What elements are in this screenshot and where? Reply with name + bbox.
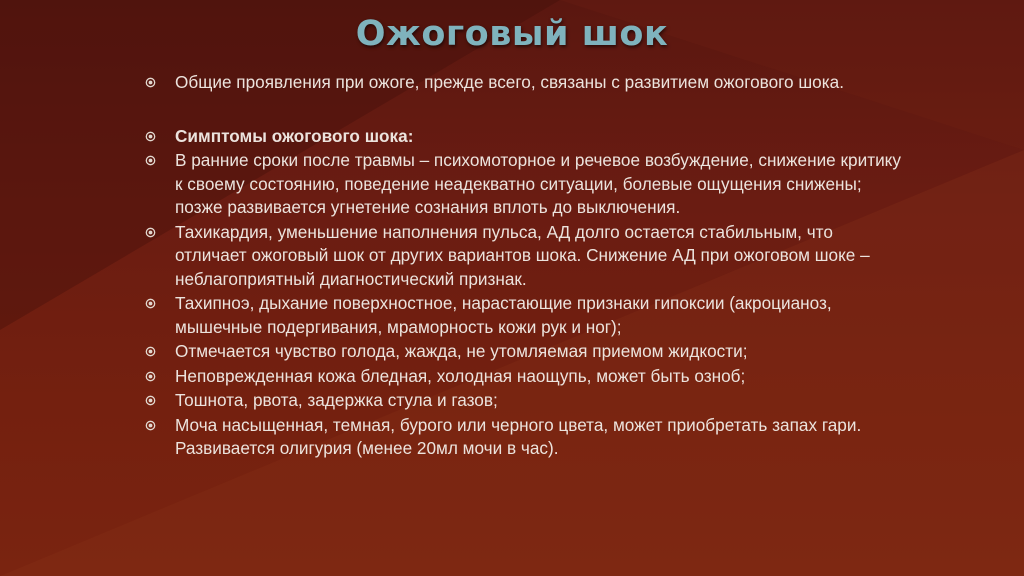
list-item-text: Общие проявления при ожоге, прежде всего, связаны с развитием ожогового шока. <box>175 72 844 92</box>
list-item-heading <box>145 125 905 149</box>
list-item <box>145 71 905 95</box>
concentric-circle-bullet-icon <box>145 346 156 357</box>
list-item-text: Отмечается чувство голода, жажда, не утомляемая приемом жидкости; <box>175 341 748 361</box>
list-item <box>145 340 905 364</box>
list-item-text: Моча насыщенная, темная, бурого или черного цвета, может приобретать запах гари. Развивается олигурия (менее 20мл мочи в час). <box>175 414 862 458</box>
concentric-circle-bullet-icon <box>145 371 156 382</box>
list-item <box>145 365 905 389</box>
list-item-text: Неповрежденная кожа бледная, холодная наощупь, может быть озноб; <box>175 365 746 386</box>
concentric-circle-bullet-icon <box>145 298 156 309</box>
list-item <box>145 389 905 413</box>
list-item-text: Тахикардия, уменьшение наполнения пульса, АД долго остается стабильным, что отличает ожоговый шок от других вариантов шока. Снижение АД при ожоговом шоке – неблагоприятный диагностический признак. <box>175 221 870 289</box>
concentric-circle-bullet-icon <box>145 420 156 431</box>
slide-title: Ожоговый шок <box>355 14 669 54</box>
concentric-circle-bullet-icon <box>145 77 156 88</box>
list-item-text: В ранние сроки после травмы – психомоторное и речевое возбуждение, снижение критику к своему состоянию, поведение неадекватно ситуации, болевые ощущения снижены; позже развивается угнетение сознания вплоть до выключения. <box>175 150 901 217</box>
concentric-circle-bullet-icon <box>145 395 156 406</box>
list-item <box>145 221 905 292</box>
bullet-list <box>145 71 905 462</box>
concentric-circle-bullet-icon <box>145 155 156 166</box>
list-item-text: Тошнота, рвота, задержка стула и газов; <box>175 390 498 410</box>
concentric-circle-bullet-icon <box>145 131 156 142</box>
list-item <box>145 149 905 220</box>
list-item <box>145 292 905 339</box>
list-item-text: Тахипноэ, дыхание поверхностное, нарастающие признаки гипоксии (акроцианоз, мышечные подергивания, мраморность кожи рук и ног); <box>175 293 832 337</box>
list-item <box>145 414 905 461</box>
concentric-circle-bullet-icon <box>145 227 156 238</box>
list-item-text: Симптомы ожогового шока: <box>175 125 414 146</box>
